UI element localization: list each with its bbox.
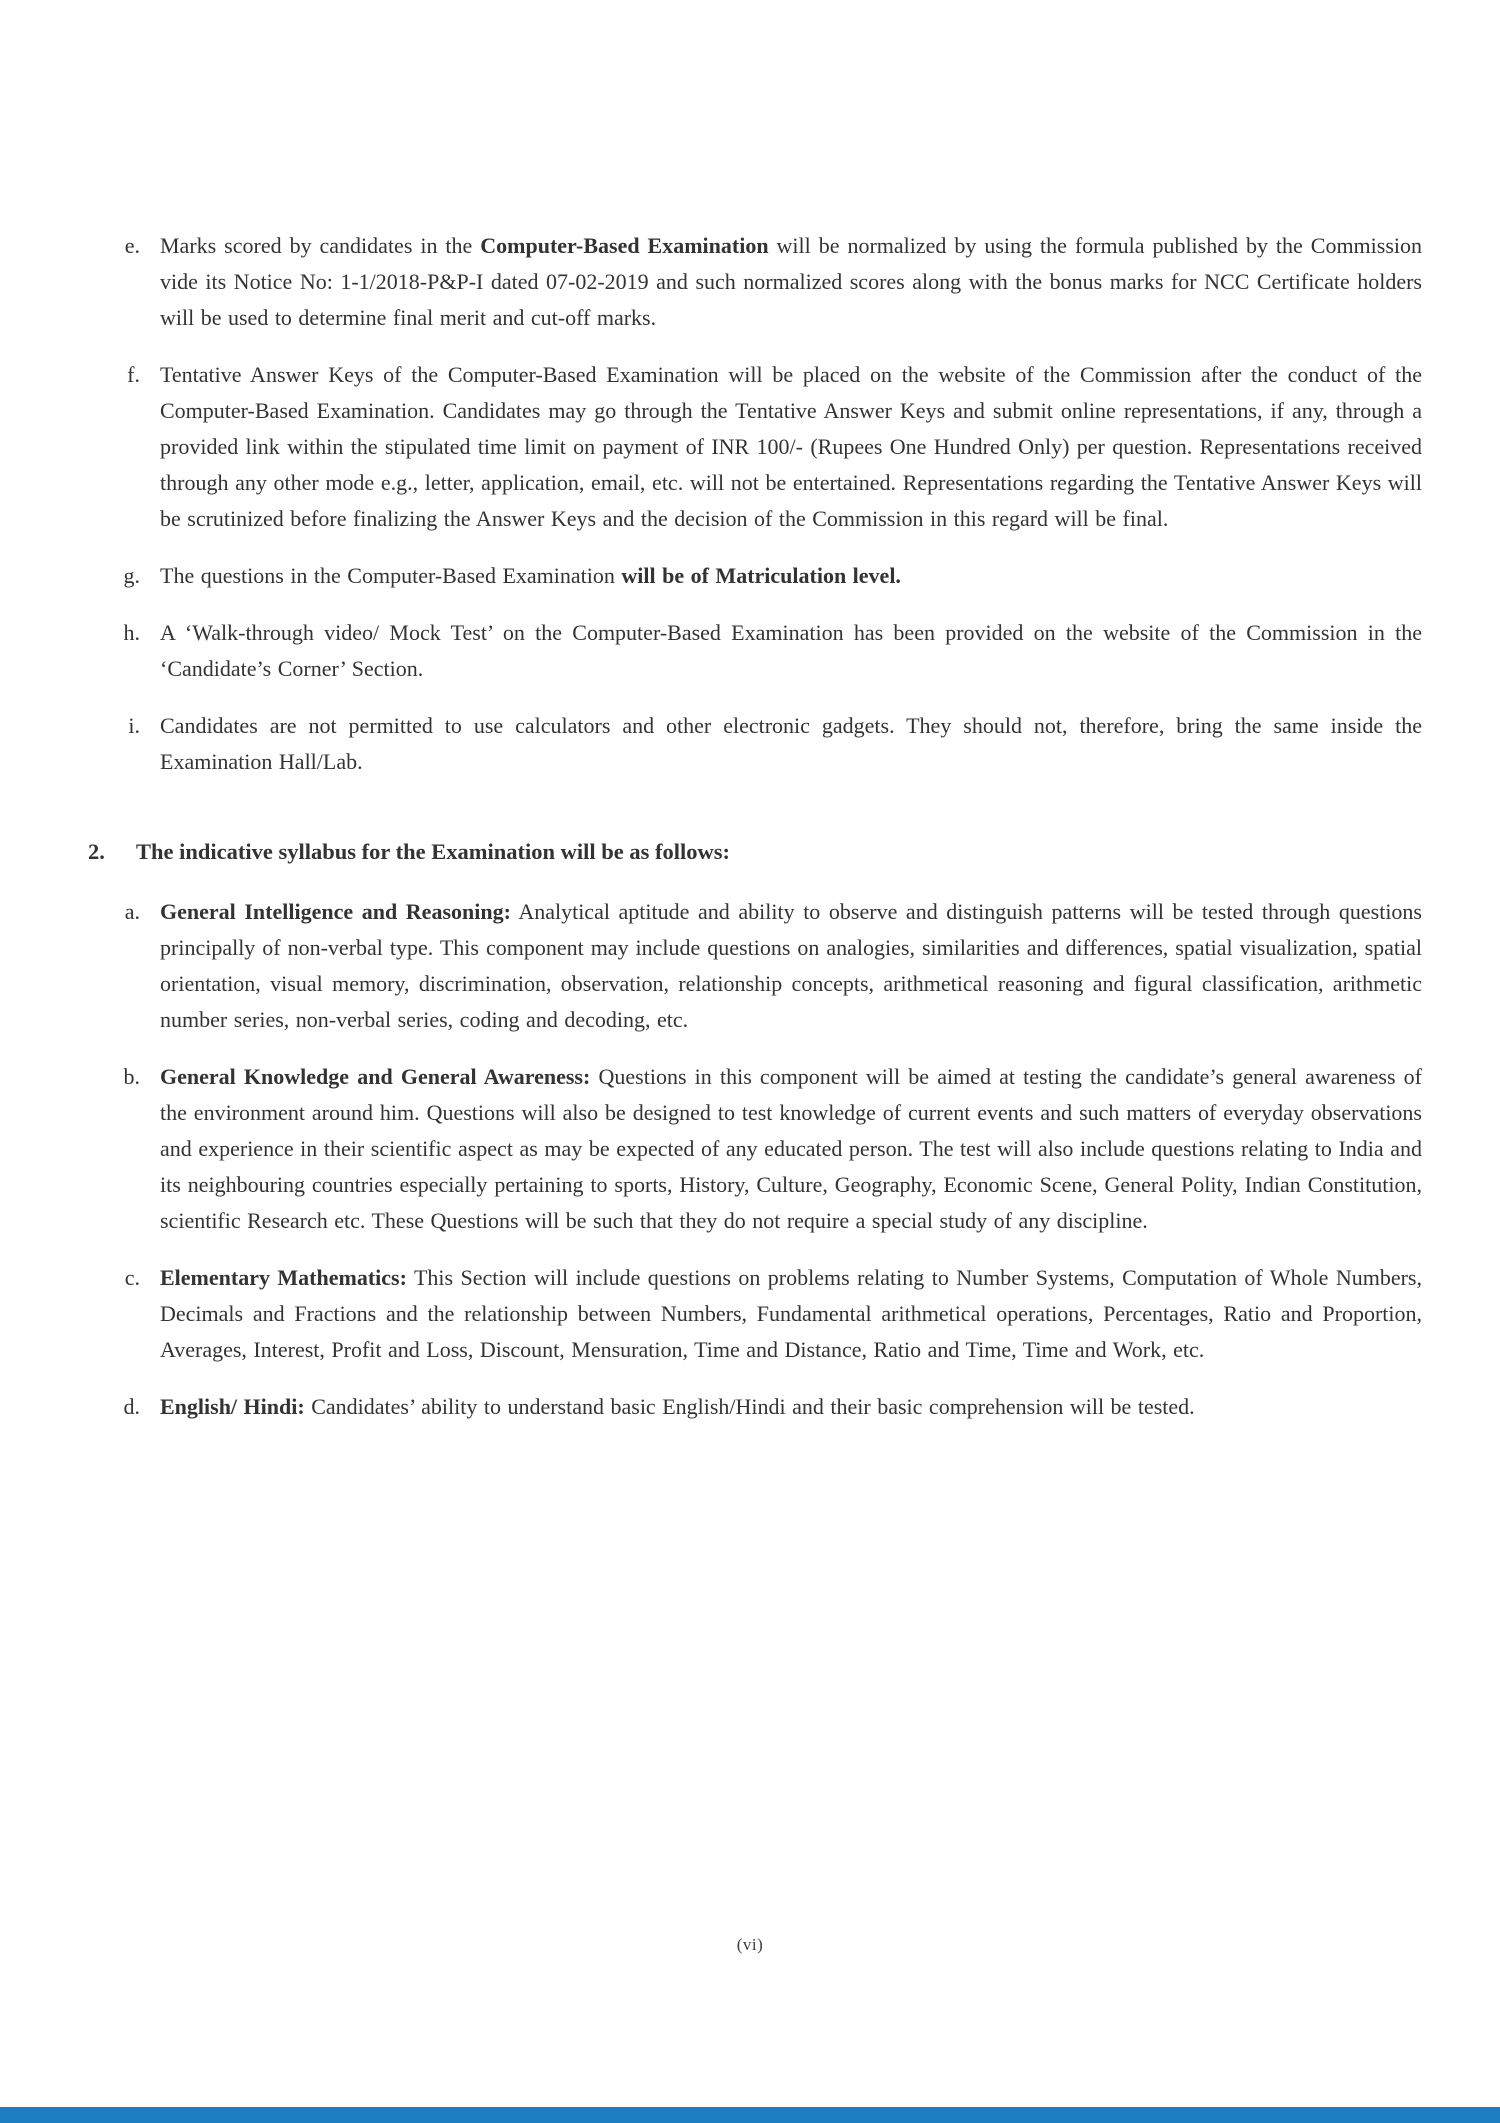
section-title: The indicative syllabus for the Examination will be as follows: — [136, 839, 731, 864]
item-label: d. — [123, 1394, 140, 1419]
text-segment: This Section will include questions on problems relating to Number Systems, Computation of Whole Numbers, Decimals and Fractions and the relationship between Numbers, Fundamental arithmetical operations, Percentages, Ratio and Proportion, Averages, Interest, Profit and Loss, Discount, Mensuration, Time and Distance, Ratio and Time, Time and Work, etc. — [160, 1265, 1422, 1362]
item-text: Candidates are not permitted to use calculators and other electronic gadgets. They should not, therefore, bring the same inside the Examination Hall/Lab. — [160, 713, 1422, 774]
item-text — [160, 228, 1422, 336]
list-item-d — [88, 1389, 1422, 1425]
item-heading: General Knowledge and General Awareness: — [160, 1064, 591, 1089]
text-segment: The questions in the Computer-Based Examination — [160, 563, 615, 588]
item-label: i. — [128, 713, 140, 738]
item-text — [160, 1059, 1422, 1239]
list-item-a — [88, 894, 1422, 1038]
text-segment: will be normalized by using the formula published by the Commission vide its Notice No: 1-1/2018-P&P-I dated 07-02-2019 and such normalized scores along with the bonus marks for NCC Certificate holders will be used to determine final merit and cut-off marks. — [160, 233, 1423, 330]
item-label: g. — [123, 563, 140, 588]
item-text — [160, 1389, 1422, 1425]
item-heading: Elementary Mathematics: — [160, 1265, 407, 1290]
exam-notes-list — [88, 228, 1422, 780]
item-heading: General Intelligence and Reasoning: — [160, 899, 511, 924]
bold-segment: will be of Matriculation level. — [621, 563, 901, 588]
bold-segment: Computer-Based Examination — [480, 233, 769, 258]
item-label: a. — [124, 899, 140, 924]
item-text — [160, 1260, 1422, 1368]
bottom-accent-bar — [0, 2107, 1500, 2123]
item-label: b. — [123, 1064, 140, 1089]
item-text — [160, 558, 1422, 594]
item-label: c. — [124, 1265, 140, 1290]
item-text: A ‘Walk-through video/ Mock Test’ on the Computer-Based Examination has been provided on the website of the Commission in the ‘Candidate’s Corner’ Section. — [160, 620, 1422, 681]
text-segment: Analytical aptitude and ability to observe and distinguish patterns will be tested through questions principally of non-verbal type. This component may include questions on analogies, similarities and differences, spatial visualization, spatial orientation, visual memory, discrimination, observation, relationship concepts, arithmetical reasoning and figural classification, arithmetic number series, non-verbal series, coding and decoding, etc. — [160, 899, 1422, 1032]
section-number: 2. — [88, 839, 105, 864]
item-text: Tentative Answer Keys of the Computer-Based Examination will be placed on the website of the Commission after the conduct of the Computer-Based Examination. Candidates may go through the Tentative Answer Keys and submit online representations, if any, through a provided link within the stipulated time limit on payment of INR 100/- (Rupees One Hundred Only) per question. Representations received through any other mode e.g., letter, application, email, etc. will not be entertained. Representations regarding the Tentative Answer Keys will be scrutinized before finalizing the Answer Keys and the decision of the Commission in this regard will be final. — [160, 362, 1422, 531]
text-segment: Marks scored by candidates in the — [160, 233, 473, 258]
item-label: h. — [123, 620, 140, 645]
item-text — [160, 894, 1422, 1038]
list-item-g — [88, 558, 1422, 594]
text-segment: Questions in this component will be aimed at testing the candidate’s general awareness of the environment around him. Questions will also be designed to test knowledge of current events and such matters of everyday observations and experience in their scientific aspect as may be expected of any educated person. The test will also include questions relating to India and its neighbouring countries especially pertaining to sports, History, Culture, Geography, Economic Scene, General Polity, Indian Constitution, scientific Research etc. These Questions will be such that they do not require a special study of any discipline. — [160, 1064, 1423, 1233]
section-heading — [88, 834, 1422, 870]
list-item-e — [88, 228, 1422, 336]
item-label: e. — [124, 233, 140, 258]
text-segment: Candidates’ ability to understand basic English/Hindi and their basic comprehension will be tested. — [311, 1394, 1195, 1419]
list-item-i — [88, 708, 1422, 780]
item-label: f. — [127, 362, 140, 387]
syllabus-section — [88, 834, 1422, 1425]
list-item-b — [88, 1059, 1422, 1239]
list-item-h — [88, 615, 1422, 687]
item-heading: English/ Hindi: — [160, 1394, 305, 1419]
page-number: (vi) — [736, 1935, 764, 1954]
list-item-f — [88, 357, 1422, 537]
list-item-c — [88, 1260, 1422, 1368]
